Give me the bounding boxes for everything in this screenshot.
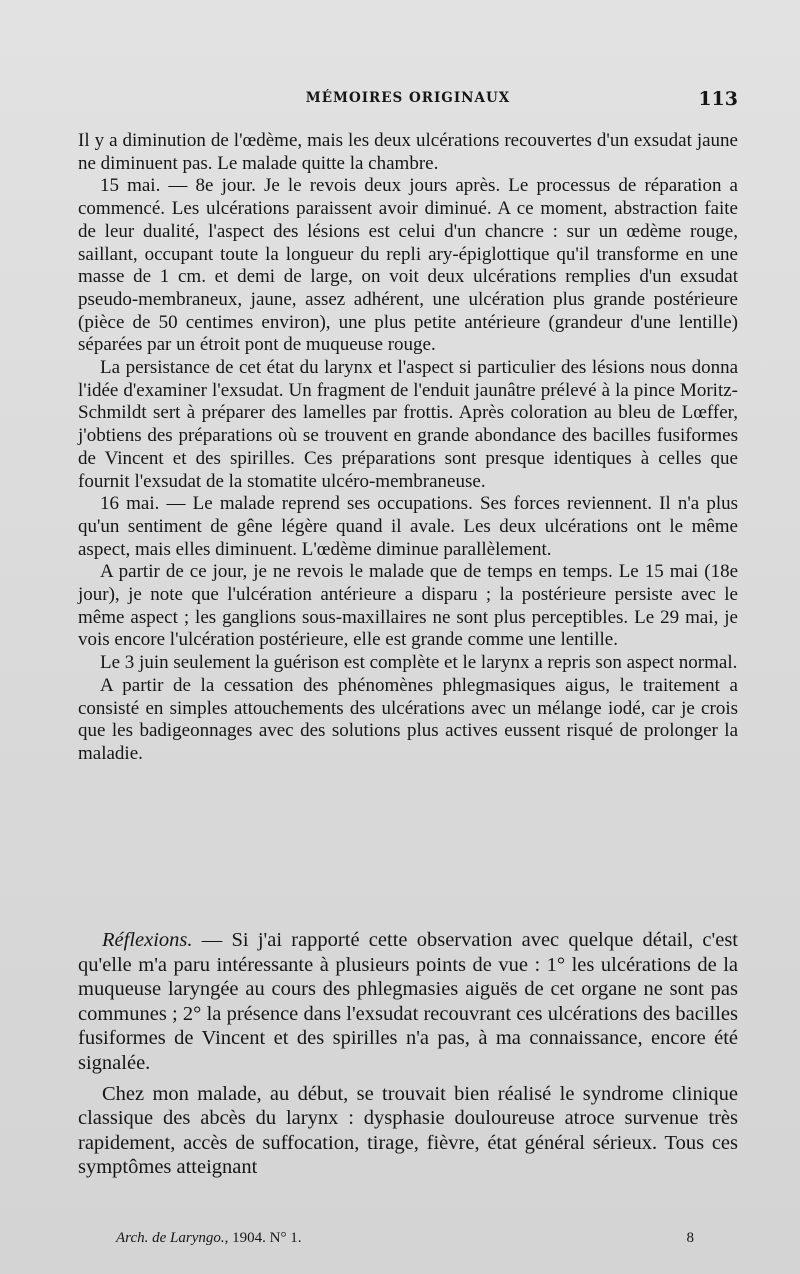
paragraph: 15 mai. — 8e jour. Je le revois deux jours après. Le processus de réparation a commencé. Les ulcérations paraissent avoir diminué. A ce moment, abstraction faite de leur dualité, l'aspect des lésions est celui d'un chancre : sur un œdème rouge, saillant, occupant toute la longueur du repli ary-épiglottique qu'il transforme en une masse de 1 cm. et demi de large, on voit deux ulcérations remplies d'un exsudat pseudo-membraneux, jaune, assez adhérent, une ulcération plus grande postérieure (pièce de 50 centimes environ), une plus petite antérieure (grandeur d'une lentille) séparées par un étroit pont de muqueuse rouge.: [78, 175, 738, 356]
page-footer: [78, 1230, 738, 1252]
paragraph: A partir de ce jour, je ne revois le malade que de temps en temps. Le 15 mai (18e jour), je note que l'ulcération antérieure a disparu ; la postérieure persiste avec le même aspect ; les ganglions sous-maxillaires ne sont plus perceptibles. Le 29 mai, je vois encore l'ulcération postérieure, elle est grande comme une lentille.: [78, 561, 738, 651]
paragraph: Il y a diminution de l'œdème, mais les deux ulcérations recouvertes d'un exsudat jaune ne diminuent pas. Le malade quitte la chambre.: [78, 130, 738, 174]
paragraph: Le 3 juin seulement la guérison est complète et le larynx a repris son aspect normal.: [100, 652, 738, 674]
signature-mark: 8: [686, 1230, 694, 1246]
body-text: [78, 130, 738, 766]
reflexions-lead: Réflexions.: [102, 929, 193, 951]
journal-issue: , 1904. N° 1.: [224, 1230, 302, 1246]
reflexions-section: [78, 928, 738, 1180]
paragraph: La persistance de cet état du larynx et l'aspect si particulier des lésions nous donna l'idée d'examiner l'exsudat. Un fragment de l'enduit jaunâtre prélevé à la pince Moritz-Schmildt sert à préparer des lamelles par frottis. Après coloration au bleu de Lœffer, j'obtiens des préparations où se trouvent en grande abondance des bacilles fusiformes de Vincent et des spirilles. Ces préparations sont presque identiques à celles que fournit l'exsudat de la stomatite ulcéro-membraneuse.: [78, 357, 738, 492]
paragraph: Chez mon malade, au début, se trouvait bien réalisé le syndrome clinique classique des abcès du larynx : dysphasie douloureuse atroce survenue très rapidement, accès de suffocation, tirage, fièvre, état général sérieux. Tous ces symptômes atteignant: [78, 1082, 738, 1179]
paragraph: A partir de la cessation des phénomènes phlegmasiques aigus, le traitement a consisté en simples attouchements des ulcérations avec un mélange iodé, car je crois que les badigeonnages avec des solutions plus actives eussent risqué de prolonger la maladie.: [78, 674, 738, 764]
reflexions-paragraph: [78, 928, 738, 1076]
journal-name: Arch. de Laryngo.: [116, 1230, 225, 1246]
paragraph: 16 mai. — Le malade reprend ses occupations. Ses forces reviennent. Il n'a plus qu'un sentiment de gêne légère quand il avale. Les deux ulcérations ont le même aspect, mais elles diminuent. L'œdème diminue parallèlement.: [78, 493, 738, 560]
page-header: [78, 88, 738, 116]
running-title: MÉMOIRES ORIGINAUX: [305, 90, 511, 106]
journal-citation: [116, 1230, 301, 1247]
reflexions-text: — Si j'ai rapporté cette observation avec quelque détail, c'est qu'elle m'a paru intéressante à plusieurs points de vue : 1° les ulcérations de la muqueuse laryngée au cours des phlegmasies aiguës de cet organe ne sont pas communes ; 2° la présence dans l'exsudat recouvrant ces ulcérations des bacilles fusiformes de Vincent et des spirilles n'a pas, à ma connaissance, encore été signalée.: [78, 929, 738, 1074]
page-number: 113: [698, 88, 738, 110]
